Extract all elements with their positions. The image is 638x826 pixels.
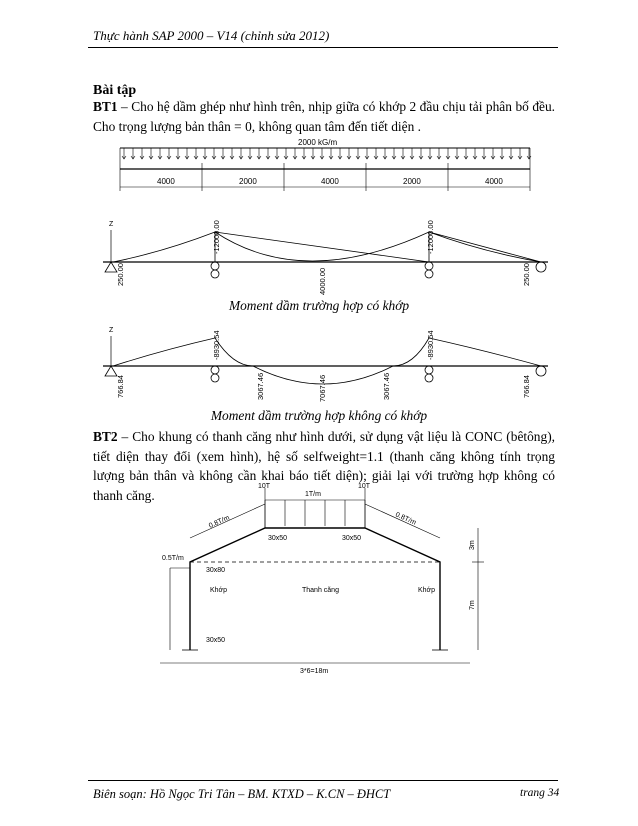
bt1-label: BT1 — [93, 99, 118, 114]
span-dim-2: 2000 — [239, 177, 257, 186]
footer-rule — [88, 780, 558, 781]
height-col-dim: 7m — [469, 600, 476, 610]
moment-fixed-7: 766.84 — [522, 375, 531, 398]
moment-fixed-2: -8930.54 — [212, 330, 221, 360]
height-top-dim: 3m — [469, 540, 476, 550]
moment-hinged-1: 250.00 — [116, 263, 125, 286]
section-title: Bài tập — [93, 83, 137, 98]
moment-hinged-5: 250.00 — [522, 263, 531, 286]
rafter-right-section: 30x50 — [342, 535, 362, 542]
moment-diagram-fixed — [103, 320, 553, 405]
moment-fixed-4: 7067.46 — [318, 374, 327, 402]
right-slope-load: 0.8T/m — [394, 511, 417, 527]
load-label: 2000 kG/m — [298, 138, 338, 147]
moment-fixed-5: 3067.46 — [382, 372, 391, 400]
span-dim-1: 4000 — [157, 177, 175, 186]
moment-fixed-6: -8930.54 — [426, 330, 435, 360]
knee-section: 30x80 — [206, 567, 226, 574]
top-dist-load: 1T/m — [305, 491, 321, 498]
header-rule — [88, 47, 558, 48]
beam-load-diagram — [110, 138, 540, 196]
bt1-text: – Cho hệ dầm ghép như hình trên, nhịp giữa có khớp 2 đầu chịu tải phân bố đều. Cho trọng lượng bản thân = 0, không quan tâm đến tiết diện . — [93, 99, 555, 134]
moment-fixed-1: 766.84 — [116, 375, 125, 398]
bt1-paragraph — [93, 97, 555, 136]
page-number: trang 34 — [520, 787, 560, 799]
bt2-text: – Cho khung có thanh căng như hình dưới, sử dụng vật liệu là CONC (bêtông), tiết diện thay đổi (xem hình), hệ số selfweight=1.1 (thanh căng không tính trọng lượng bản thân và không cần khai báo tiết diện); giải lại với trường hợp không có thanh căng. — [93, 429, 555, 503]
caption-hinged: Moment dầm trường hợp có khớp — [228, 298, 410, 313]
moment-hinged-4: -12000.00 — [426, 220, 435, 254]
tie-label: Thanh căng — [302, 587, 339, 594]
point-load-right: 10T — [358, 483, 371, 490]
page-header: Thực hành SAP 2000 – V14 (chỉnh sửa 2012) — [93, 28, 330, 43]
frame-diagram — [160, 480, 490, 680]
footer-author: Biên soạn: Hồ Ngọc Tri Tân – BM. KTXD – K.CN – ĐHCT — [93, 787, 391, 801]
hinge-right-label: Khớp — [418, 587, 436, 594]
caption-fixed: Moment dầm trường hợp không có khớp — [210, 408, 428, 423]
rafter-left-section: 30x50 — [268, 535, 288, 542]
span-dimension: 3*6=18m — [300, 668, 329, 675]
column-section: 30x50 — [206, 637, 226, 644]
moment-fixed-3: 3067.46 — [256, 372, 265, 400]
axis-z-label-2: Z — [109, 327, 114, 334]
moment-hinged-3: 4000.00 — [318, 267, 327, 295]
span-dim-3: 4000 — [321, 177, 339, 186]
span-dim-4: 2000 — [403, 177, 421, 186]
axis-z-label: Z — [109, 221, 114, 228]
moment-diagram-hinged — [103, 210, 553, 295]
left-slope-load: 0.8T/m — [207, 514, 231, 530]
point-load-left: 10T — [258, 483, 271, 490]
hinge-left-label: Khớp — [210, 587, 228, 594]
wind-load: 0.5T/m — [162, 555, 184, 562]
bt2-label: BT2 — [93, 429, 118, 444]
moment-hinged-2: -12000.00 — [212, 220, 221, 254]
span-dim-5: 4000 — [485, 177, 503, 186]
